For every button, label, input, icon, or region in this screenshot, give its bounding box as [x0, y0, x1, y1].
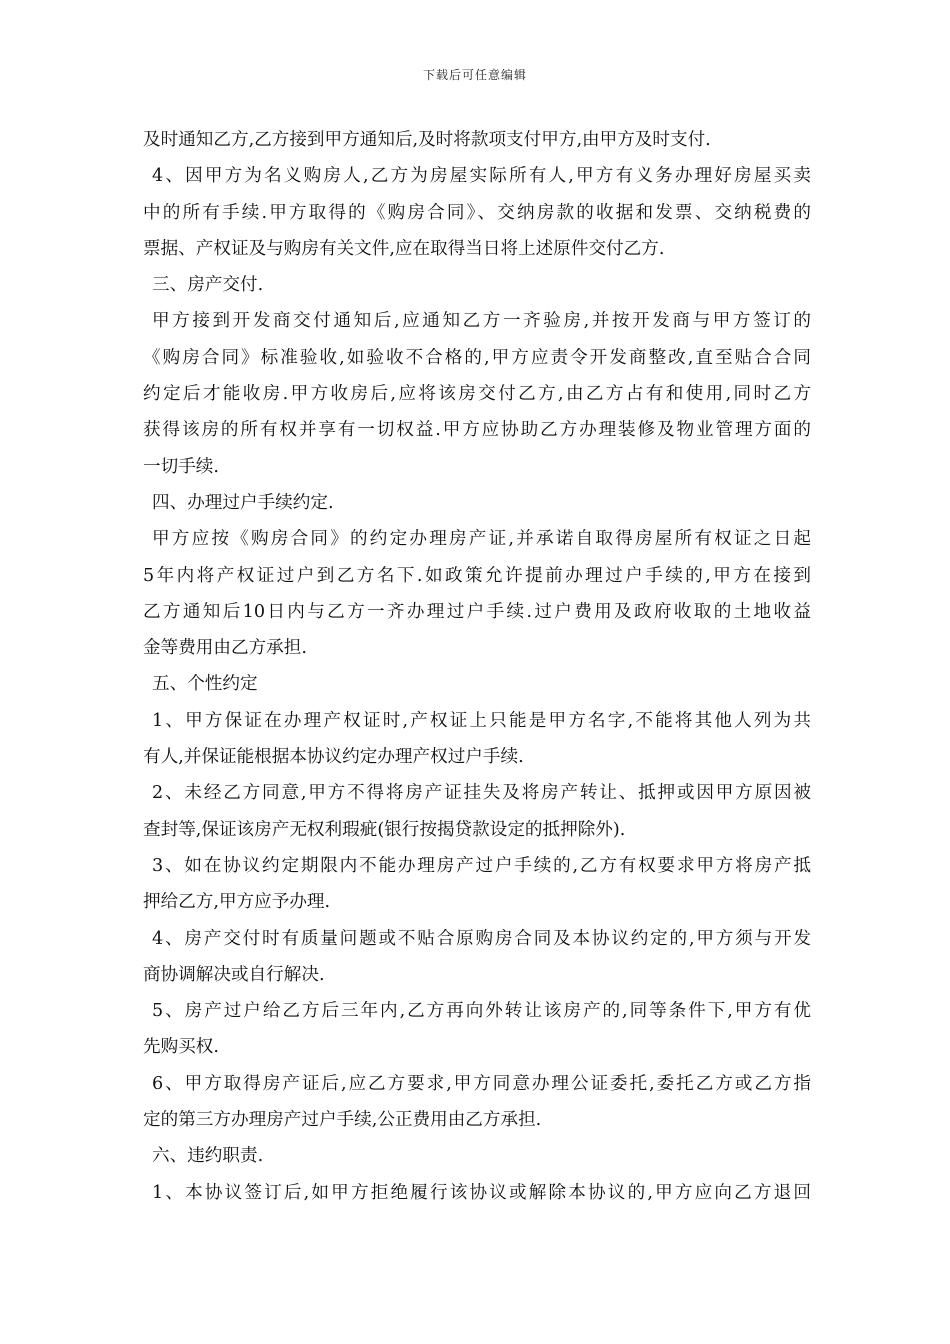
paragraph-line: 2、未经乙方同意,甲方不得将房产证挂失及将房产转让、抵押或因甲方原因被 [152, 783, 811, 804]
paragraph-line: 甲方应按《购房合同》的约定办理房产证,并承诺自取得房屋所有权证之日起 [152, 529, 811, 550]
paragraph-line: 先购买权. [143, 1037, 219, 1058]
paragraph-line: 5、房产过户给乙方后三年内,乙方再向外转让该房产的,同等条件下,甲方有优 [152, 1001, 811, 1022]
paragraph-line: 《购房合同》标准验收,如验收不合格的,甲方应责令开发商整改,直至贴合合同 [143, 347, 811, 368]
paragraph-line: 查封等,保证该房产无权利瑕疵(银行按揭贷款设定的抵押除外). [143, 819, 626, 840]
paragraph-line: 中的所有手续.甲方取得的《购房合同》、交纳房款的收据和发票、交纳税费的 [143, 202, 811, 223]
paragraph-line: 获得该房的所有权并享有一切权益.甲方应协助乙方办理装修及物业管理方面的 [143, 420, 811, 441]
paragraph-line: 甲方接到开发商交付通知后,应通知乙方一齐验房,并按开发商与甲方签订的 [152, 311, 811, 332]
paragraph-line: 4、因甲方为名义购房人,乙方为房屋实际所有人,甲方有义务办理好房屋买卖 [152, 166, 811, 187]
paragraph-line: 约定后才能收房.甲方收房后,应将该房交付乙方,由乙方占有和使用,同时乙方 [143, 384, 811, 405]
paragraph-line: 五、个性约定 [152, 674, 258, 695]
paragraph-line: 有人,并保证能根据本协议约定办理产权过户手续. [143, 747, 524, 768]
paragraph-line: 乙方通知后10日内与乙方一齐办理过户手续.过户费用及政府收取的土地收益 [143, 601, 811, 622]
paragraph-line: 3、如在协议约定期限内不能办理房产过户手续的,乙方有权要求甲方将房产抵 [152, 855, 811, 876]
paragraph-line: 押给乙方,甲方应予办理. [143, 892, 331, 913]
paragraph-line: 四、办理过户手续约定. [152, 492, 334, 513]
page-header: 下载后可任意编辑 [422, 68, 527, 82]
paragraph-line: 定的第三方办理房产过户手续,公正费用由乙方承担. [143, 1110, 542, 1131]
paragraph-line: 金等费用由乙方承担. [143, 638, 307, 659]
paragraph-line: 三、房产交付. [152, 275, 264, 296]
paragraph-line: 4、房产交付时有质量问题或不贴合原购房合同及本协议约定的,甲方须与开发 [152, 928, 811, 949]
paragraph-line: 一切手续. [143, 456, 219, 477]
paragraph-line: 票据、产权证及与购房有关文件,应在取得当日将上述原件交付乙方. [143, 238, 665, 259]
paragraph-line: 及时通知乙方,乙方接到甲方通知后,及时将款项支付甲方,由甲方及时支付. [143, 130, 711, 150]
paragraph-line: 6、甲方取得房产证后,应乙方要求,甲方同意办理公证委托,委托乙方或乙方指 [152, 1073, 811, 1094]
paragraph-line: 5年内将产权证过户到乙方名下.如政策允许提前办理过户手续的,甲方在接到 [143, 565, 811, 586]
paragraph-line: 1、甲方保证在办理产权证时,产权证上只能是甲方名字,不能将其他人列为共 [152, 710, 811, 731]
paragraph-line: 六、违约职责. [152, 1146, 264, 1167]
document-body [143, 122, 811, 1211]
paragraph-line: 1、本协议签订后,如甲方拒绝履行该协议或解除本协议的,甲方应向乙方退回 [152, 1182, 811, 1203]
paragraph-line: 商协调解决或自行解决. [143, 964, 325, 985]
